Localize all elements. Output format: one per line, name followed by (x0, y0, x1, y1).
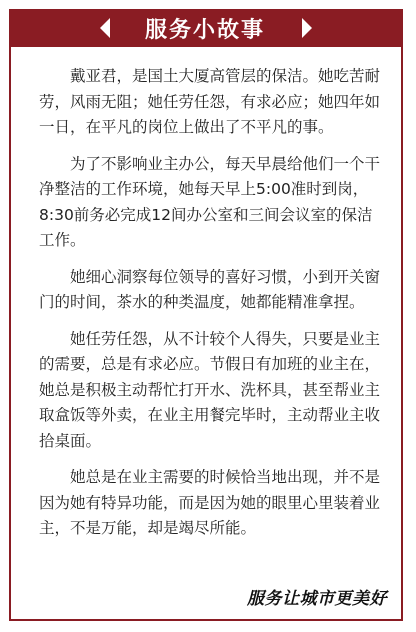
page-title: 服务小故事 (144, 17, 265, 43)
paragraph-conclusion: 她总是在业主需要的时候恰当地出现，并不是因为她有特异功能，而是因为她的眼里心里装着业主，不是万能，却是竭尽所能。 (39, 468, 381, 537)
banner-left-notch (100, 18, 110, 38)
story-card (9, 9, 403, 621)
story-body (39, 64, 385, 553)
paragraph-intro: 戴亚君，是国土大厦高管层的保洁。她吃苦耐劳，风雨无阻；她任劳任怨，有求必应；她四年如一日，在平凡的岗位上做出了不平凡的事。 (39, 67, 381, 136)
paragraph-attention: 她细心洞察每位领导的喜好习惯，小到开关窗门的时间，茶水的种类温度，她都能精准拿捏。 (39, 267, 381, 311)
paragraph-schedule: 为了不影响业主办公，每天早晨给他们一个干净整洁的工作环境，她每天早上5:00准时到岗，8:30前务必完成12间办公室和三间会议室的保洁工作。 (39, 154, 381, 249)
title-banner (11, 11, 401, 47)
banner-right-notch (302, 18, 312, 38)
paragraph-dedication: 她任劳任怨，从不计较个人得失，只要是业主的需要，总是有求必应。节假日有加班的业主在，她总是积极主动帮忙打开水、洗杯具，甚至帮业主取盒饭等外卖，在业主用餐完毕时，主动帮业主收拾桌面。 (39, 329, 381, 450)
footer-slogan: 服务让城市更美好 (247, 589, 387, 609)
title-box (112, 15, 298, 41)
